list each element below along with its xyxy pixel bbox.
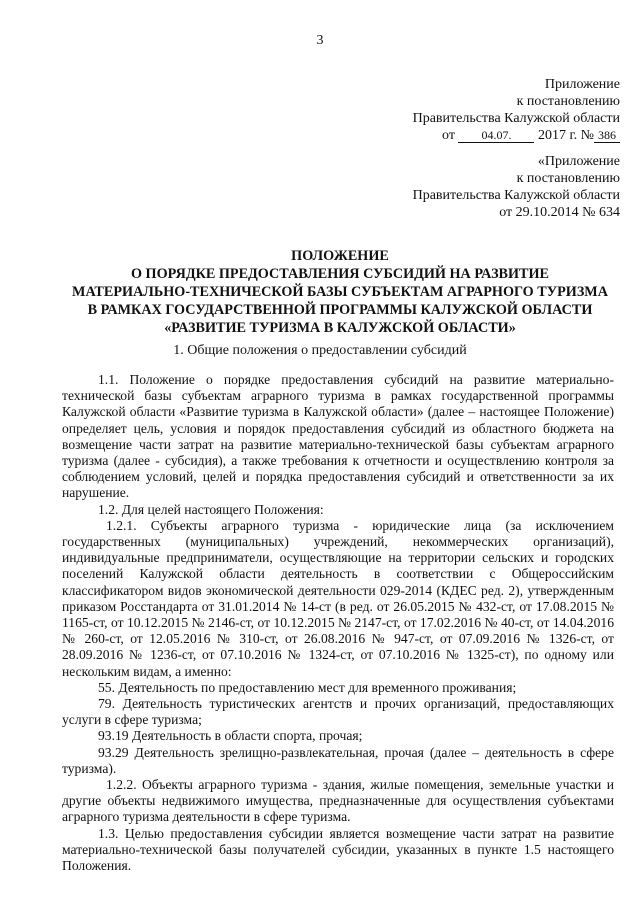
paragraph-1-2-2: 1.2.2. Объекты аграрного туризма - здания, жилые помещения, земельные участки и другие объекты недвижимого имущества, предназначенные для осуществления субъектами аграрного туризма деятельности в сфере туризма.	[62, 777, 614, 825]
approval-stamp-current	[413, 76, 620, 144]
approval-stamp-previous	[413, 153, 620, 221]
section-heading: 1. Общие положения о предоставлении субсидий	[173, 343, 467, 358]
page-number: 3	[316, 33, 324, 48]
approval-line: к постановлению	[516, 94, 620, 109]
date-prefix: от	[442, 128, 455, 143]
approval-line: от 29.10.2014 № 634	[499, 205, 620, 220]
approval-line: Правительства Калужской области	[412, 188, 620, 203]
paragraph-1-2-1: 1.2.1. Субъекты аграрного туризма - юридические лица (за исключением государственных (муниципальных) учреждений, некоммерческих организаций), индивидуальные предприниматели, осуществляющие на территории сельских и городских поселений Калужской области деятельность в соответствии с Общероссийским классификатором видов экономической деятельности 029-2014 (КДЕС ред. 2), утвержденным приказом Росстандарта от 31.01.2014 № 14-ст (в ред. от 26.05.2015 № 432-ст, от 17.08.2015 № 1165-ст, от 10.12.2015 № 2146-ст, от 10.12.2015 № 2147-ст, от 17.02.2016 № 40-ст, от 14.04.2016 № 260-ст, от 12.05.2016 № 310-ст, от 26.08.2016 № 947-ст, от 07.09.2016 № 1326-ст, от 28.09.2016 № 1236-ст, от 07.10.2016 № 1324-ст, от 07.10.2016 № 1325-ст), по одному или нескольким видам, а именно:	[62, 517, 614, 679]
paragraph-1-1: 1.1. Положение о порядке предоставления субсидий на развитие материально-технической базы субъектам аграрного туризма в рамках государственной программы Калужской области «Развитие туризма в Калужской области» (далее – настоящее Положение) определяет цель, условия и порядок предоставления субсидий из областного бюджета на возмещение части затрат на развитие материально-технической базы субъектам аграрного туризма (далее - субсидия), а также требования к отчетности и осуществлению контроля за соблюдением условий, целей и порядка предоставления субсидий и ответственности за их нарушение.	[62, 372, 614, 501]
paragraph-1-2: 1.2. Для целей настоящего Положения:	[98, 501, 324, 517]
paragraph-1-3: 1.3. Целью предоставления субсидии является возмещение части затрат на развитие материально-технической базы получателей субсидии, указанных в пункте 1.5 настоящего Положения.	[62, 825, 614, 874]
activity-93-29: 93.29 Деятельность зрелищно-развлекательная, прочая (далее – деятельность в сфере туризма).	[62, 744, 614, 776]
document-title	[55, 247, 625, 337]
title-line: В РАМКАХ ГОСУДАРСТВЕННОЙ ПРОГРАММЫ КАЛУЖСКОЙ ОБЛАСТИ	[87, 302, 593, 318]
activity-55: 55. Деятельность по предоставлению мест для временного проживания;	[98, 679, 517, 695]
title-line: МАТЕРИАЛЬНО-ТЕХНИЧЕСКОЙ БАЗЫ СУБЪЕКТАМ АГРАРНОГО ТУРИЗМА	[72, 284, 608, 300]
activity-79: 79. Деятельность туристических агентств и прочих организаций, предоставляющих услуги в сфере туризма;	[62, 696, 614, 728]
approval-line: к постановлению	[516, 171, 620, 186]
title-line: «РАЗВИТИЕ ТУРИЗМА В КАЛУЖСКОЙ ОБЛАСТИ»	[164, 320, 516, 336]
activity-93-19: 93.19 Деятельность в области спорта, прочая;	[98, 728, 363, 744]
title-line: ПОЛОЖЕНИЕ	[291, 248, 389, 264]
year-text: 2017 г. №	[537, 128, 594, 143]
date-fill: 04.07.	[458, 129, 534, 143]
approval-date-line	[413, 127, 620, 144]
approval-line: Правительства Калужской области	[412, 111, 620, 126]
approval-line: Приложение	[544, 77, 620, 92]
document-body	[62, 372, 614, 874]
number-fill: 386	[594, 129, 620, 143]
approval-line: «Приложение	[537, 154, 620, 169]
title-line: О ПОРЯДКЕ ПРЕДОСТАВЛЕНИЯ СУБСИДИЙ НА РАЗВИТИЕ	[130, 266, 550, 282]
